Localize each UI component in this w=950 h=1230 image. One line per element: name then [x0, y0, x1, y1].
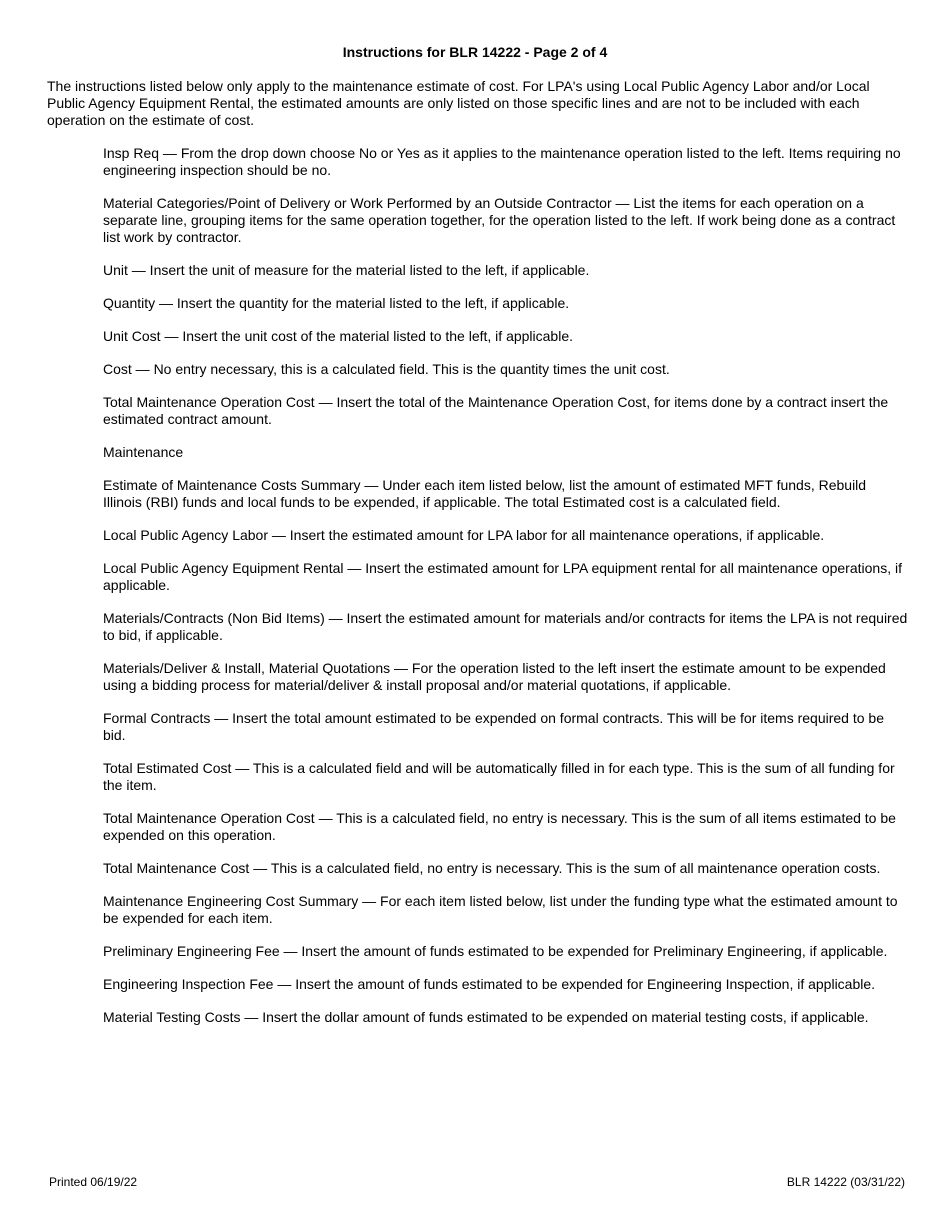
page-title: Instructions for BLR 14222 - Page 2 of 4 — [342, 44, 608, 60]
instruction-list — [103, 145, 908, 1042]
instruction-insp-req: Insp Req — From the drop down choose No or Yes as it applies to the maintenance operation listed to the left. Items requiring no engineering inspection should be no. — [103, 145, 901, 178]
instruction-total-maintenance-cost: Total Maintenance Cost — This is a calculated field, no entry is necessary. This is the sum of all maintenance operation costs. — [103, 860, 881, 876]
instruction-lpa-labor: Local Public Agency Labor — Insert the estimated amount for LPA labor for all maintenance operations, if applicable. — [103, 527, 825, 543]
printed-date: Printed 06/19/22 — [49, 1175, 138, 1189]
form-id: BLR 14222 (03/31/22) — [786, 1175, 905, 1189]
instruction-materials-contracts: Materials/Contracts (Non Bid Items) — Insert the estimated amount for materials and/or contracts for items the LPA is not required to bid, if applicable. — [103, 610, 908, 643]
instruction-total-maintenance-operation-cost-calculated: Total Maintenance Operation Cost — This is a calculated field, no entry is necessary. This is the sum of all items estimated to be expended on this operation. — [103, 810, 896, 843]
instruction-unit-cost: Unit Cost — Insert the unit cost of the material listed to the left, if applicable. — [103, 328, 574, 344]
instruction-materials-deliver-install: Materials/Deliver & Install, Material Quotations — For the operation listed to the left insert the estimate amount to be expended using a bidding process for material/deliver & install proposal and/or material quotations, if applicable. — [103, 660, 886, 693]
instruction-cost: Cost — No entry necessary, this is a calculated field. This is the quantity times the unit cost. — [103, 361, 670, 377]
instruction-material-categories: Material Categories/Point of Delivery or Work Performed by an Outside Contractor — List the items for each operation on a separate line, grouping items for the same operation together, for the operation listed to the left. If work being done as a contract list work by contractor. — [103, 195, 896, 245]
section-heading-maintenance: Maintenance — [103, 444, 184, 460]
instruction-formal-contracts: Formal Contracts — Insert the total amount estimated to be expended on formal contracts. This will be for items required to be bid. — [103, 710, 884, 743]
instruction-unit: Unit — Insert the unit of measure for the material listed to the left, if applicable. — [103, 262, 590, 278]
instruction-engineering-inspection-fee: Engineering Inspection Fee — Insert the amount of funds estimated to be expended for Engineering Inspection, if applicable. — [103, 976, 876, 992]
instruction-material-testing-costs: Material Testing Costs — Insert the dollar amount of funds estimated to be expended on material testing costs, if applicable. — [103, 1009, 869, 1025]
instruction-quantity: Quantity — Insert the quantity for the material listed to the left, if applicable. — [103, 295, 570, 311]
instruction-lpa-equipment-rental: Local Public Agency Equipment Rental — Insert the estimated amount for LPA equipment rental for all maintenance operations, if applicable. — [103, 560, 902, 593]
intro-paragraph: The instructions listed below only apply to the maintenance estimate of cost. For LPA's using Local Public Agency Labor and/or Local Public Agency Equipment Rental, the estimated amounts are only listed on those specific lines and are not to be included with each operation on the estimate of cost. — [47, 78, 870, 128]
instruction-estimate-summary: Estimate of Maintenance Costs Summary — Under each item listed below, list the amount of estimated MFT funds, Rebuild Illinois (RBI) funds and local funds to be expended, if applicable. The total Estimated cost is a calculated field. — [103, 477, 867, 510]
instruction-total-maintenance-operation-cost: Total Maintenance Operation Cost — Insert the total of the Maintenance Operation Cost, for items done by a contract insert the estimated contract amount. — [103, 394, 889, 427]
instruction-preliminary-engineering-fee: Preliminary Engineering Fee — Insert the amount of funds estimated to be expended for Preliminary Engineering, if applicable. — [103, 943, 888, 959]
instruction-engineering-cost-summary: Maintenance Engineering Cost Summary — For each item listed below, list under the funding type what the estimated amount to be expended for each item. — [103, 893, 898, 926]
instruction-total-estimated-cost: Total Estimated Cost — This is a calculated field and will be automatically filled in for each type. This is the sum of all funding for the item. — [103, 760, 895, 793]
